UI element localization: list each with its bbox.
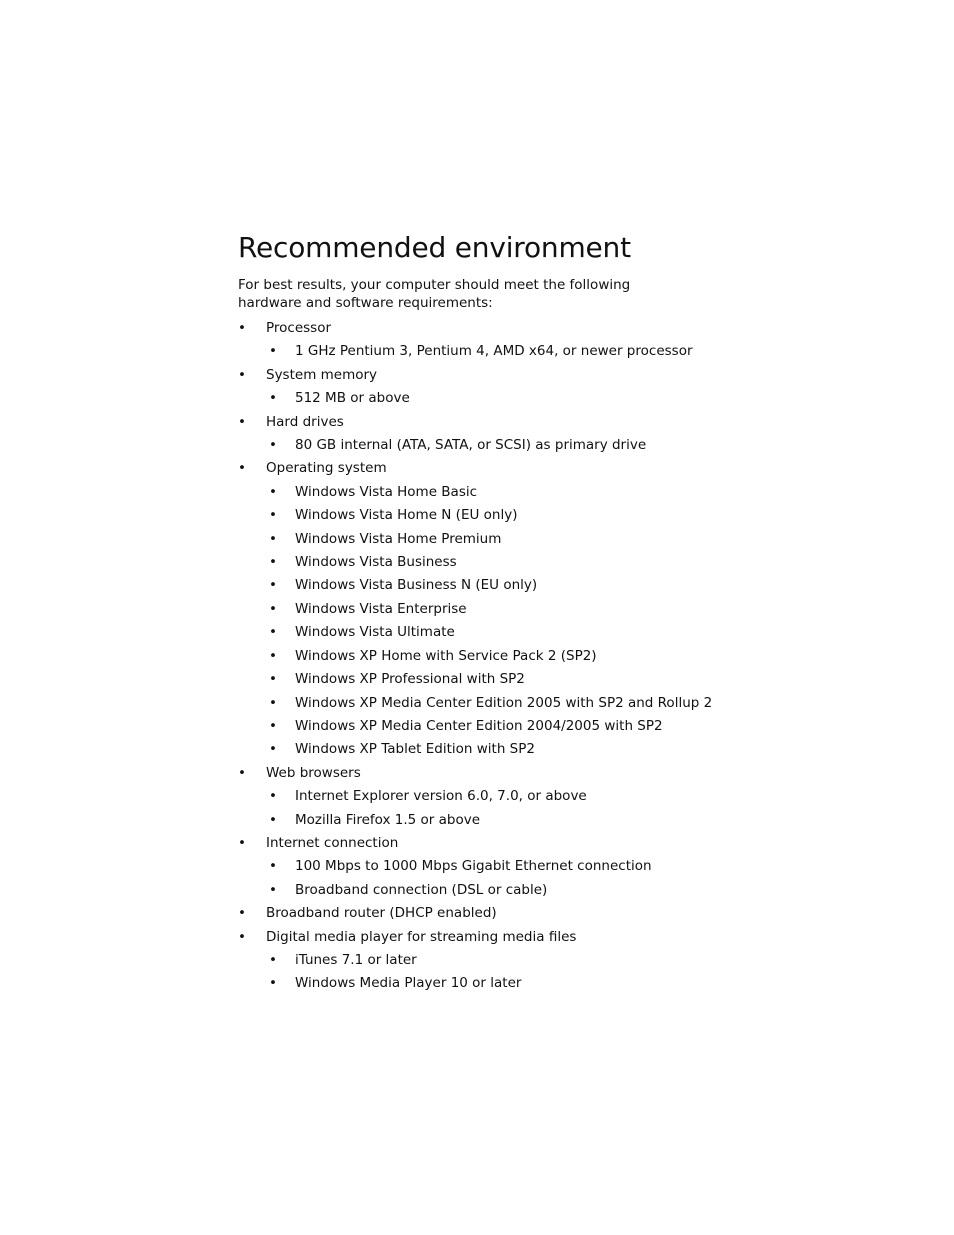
requirement-label: Processor <box>266 320 332 336</box>
list-item <box>238 645 718 668</box>
bullet-icon: • <box>269 951 277 968</box>
requirement-label: Digital media player for streaming media files <box>266 928 577 945</box>
requirement-detail: Broadband connection (DSL or cable) <box>295 881 548 898</box>
requirement-detail: Windows Media Player 10 or later <box>295 975 522 992</box>
bullet-icon: • <box>238 366 246 383</box>
list-item <box>238 949 718 972</box>
list-item <box>238 809 718 832</box>
requirement-detail: Internet Explorer version 6.0, 7.0, or above <box>295 788 587 805</box>
bullet-icon: • <box>269 437 277 454</box>
requirement-detail: Windows Vista Business N (EU only) <box>295 577 538 594</box>
bullet-icon: • <box>238 905 246 922</box>
requirement-detail: Windows Vista Ultimate <box>295 624 455 641</box>
bullet-icon: • <box>269 507 277 524</box>
bullet-icon: • <box>238 320 246 336</box>
requirement-detail: 80 GB internal (ATA, SATA, or SCSI) as primary drive <box>295 437 647 454</box>
list-item <box>238 972 718 995</box>
list-item <box>238 621 718 644</box>
list-item <box>238 481 718 504</box>
list-item <box>238 668 718 691</box>
requirements-list <box>238 317 718 996</box>
bullet-icon: • <box>238 460 246 477</box>
requirement-detail: Windows Vista Enterprise <box>295 600 467 617</box>
requirement-detail: Windows Vista Business <box>295 554 457 571</box>
list-item <box>238 738 718 761</box>
bullet-icon: • <box>269 600 277 617</box>
bullet-icon: • <box>269 741 277 758</box>
bullet-icon: • <box>269 717 277 734</box>
bullet-icon: • <box>269 975 277 992</box>
requirement-detail: 512 MB or above <box>295 390 410 407</box>
bullet-icon: • <box>269 390 277 407</box>
list-item <box>238 317 718 340</box>
requirement-detail: 1 GHz Pentium 3, Pentium 4, AMD x64, or newer processor <box>295 343 693 360</box>
requirement-detail: Windows Vista Home N (EU only) <box>295 507 518 524</box>
bullet-icon: • <box>269 624 277 641</box>
requirement-detail: Windows XP Tablet Edition with SP2 <box>295 741 535 758</box>
list-item <box>238 551 718 574</box>
list-item <box>238 855 718 878</box>
document-page <box>238 230 718 996</box>
list-item <box>238 902 718 925</box>
sub-list <box>238 340 718 363</box>
bullet-icon: • <box>238 764 246 781</box>
list-item <box>238 715 718 738</box>
requirement-group <box>238 457 718 761</box>
requirement-detail: Windows Vista Home Premium <box>295 530 502 547</box>
requirement-detail: iTunes 7.1 or later <box>295 951 417 968</box>
bullet-icon: • <box>269 554 277 571</box>
bullet-icon: • <box>269 483 277 500</box>
requirement-label: Hard drives <box>266 413 344 430</box>
bullet-icon: • <box>269 647 277 664</box>
bullet-icon: • <box>269 858 277 875</box>
requirement-label: Internet connection <box>266 834 399 851</box>
requirement-detail: Windows XP Media Center Edition 2004/2005 with SP2 <box>295 717 663 734</box>
requirement-group <box>238 411 718 458</box>
requirement-group <box>238 364 718 411</box>
requirement-label: Web browsers <box>266 764 361 781</box>
list-item <box>238 387 718 410</box>
requirement-group <box>238 926 718 996</box>
page-title: Recommended environment <box>238 231 631 264</box>
requirement-detail: Windows XP Professional with SP2 <box>295 671 525 688</box>
sub-list <box>238 481 718 762</box>
bullet-icon: • <box>269 811 277 828</box>
requirement-group <box>238 317 718 364</box>
sub-list <box>238 387 718 410</box>
bullet-icon: • <box>238 834 246 851</box>
bullet-icon: • <box>269 343 277 360</box>
list-item <box>238 785 718 808</box>
requirement-detail: Windows XP Media Center Edition 2005 with SP2 and Rollup 2 <box>295 694 713 711</box>
list-item <box>238 692 718 715</box>
list-item <box>238 504 718 527</box>
list-item <box>238 926 718 949</box>
requirement-detail: 100 Mbps to 1000 Mbps Gigabit Ethernet connection <box>295 858 652 875</box>
list-item <box>238 340 718 363</box>
list-item <box>238 434 718 457</box>
list-item <box>238 411 718 434</box>
list-item <box>238 832 718 855</box>
list-item <box>238 364 718 387</box>
bullet-icon: • <box>269 788 277 805</box>
list-item <box>238 457 718 480</box>
bullet-icon: • <box>238 928 246 945</box>
requirement-detail: Windows XP Home with Service Pack 2 (SP2) <box>295 647 597 664</box>
requirement-group <box>238 902 718 925</box>
sub-list <box>238 785 718 832</box>
sub-list <box>238 949 718 996</box>
list-item <box>238 598 718 621</box>
bullet-icon: • <box>269 577 277 594</box>
sub-list <box>238 855 718 902</box>
requirement-label: Operating system <box>266 460 387 477</box>
requirement-group <box>238 762 718 832</box>
list-item <box>238 879 718 902</box>
intro-paragraph: For best results, your computer should meet the following hardware and software requirements: <box>238 277 631 311</box>
requirement-label: System memory <box>266 366 378 383</box>
list-item <box>238 528 718 551</box>
bullet-icon: • <box>269 694 277 711</box>
requirement-detail: Windows Vista Home Basic <box>295 483 478 500</box>
list-item <box>238 574 718 597</box>
requirement-label: Broadband router (DHCP enabled) <box>266 905 497 922</box>
bullet-icon: • <box>269 881 277 898</box>
bullet-icon: • <box>269 530 277 547</box>
requirement-detail: Mozilla Firefox 1.5 or above <box>295 811 481 828</box>
bullet-icon: • <box>238 413 246 430</box>
sub-list <box>238 434 718 457</box>
list-item <box>238 762 718 785</box>
bullet-icon: • <box>269 671 277 688</box>
requirement-group <box>238 832 718 902</box>
